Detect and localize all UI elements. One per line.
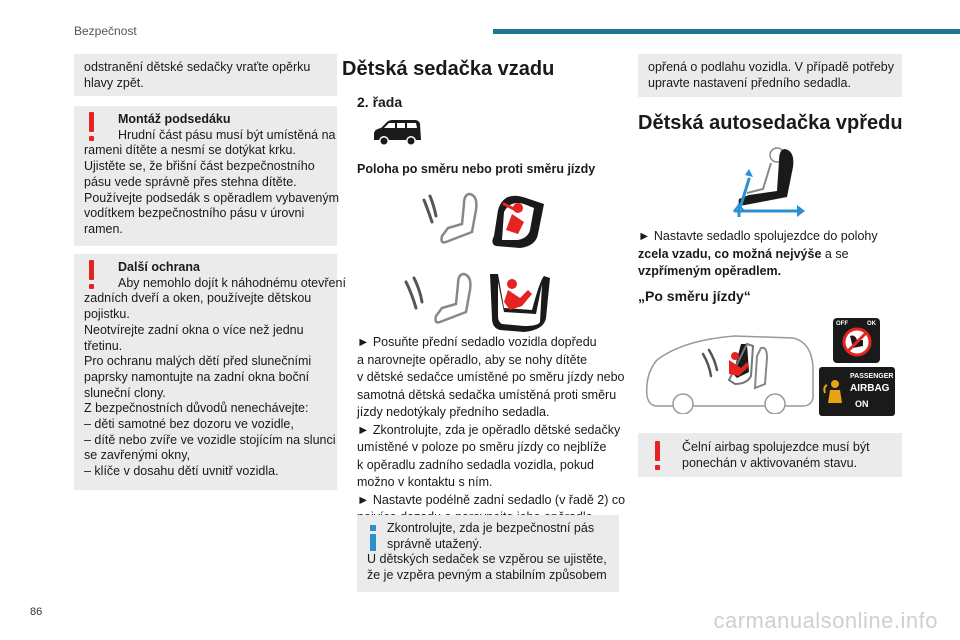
text-line: Používejte podsedák s opěradlem vybaveným <box>84 190 340 205</box>
info-box-belt <box>357 515 619 592</box>
rear-seat-instructions <box>357 334 625 527</box>
text-line: v dětské sedačce umístěné po směru jízdy nebo <box>357 370 625 384</box>
text-line: upravte nastavení předního sedadla. <box>648 75 851 90</box>
text-fragment: a se <box>821 246 849 261</box>
text-line: Zkontrolujte, zda je bezpečnostní pás <box>387 521 595 535</box>
header-accent-bar <box>493 29 960 34</box>
text-line: Aby nemohlo dojít k náhodnému otevření <box>118 275 346 290</box>
warning-box-booster <box>74 106 340 246</box>
page-number: 86 <box>30 606 43 618</box>
warning-icon <box>655 441 660 461</box>
forward-facing-seat-illustration <box>400 268 560 338</box>
text-line: ponechán v aktivovaném stavu. <box>682 455 858 470</box>
text-line: hlavy zpět. <box>84 75 144 90</box>
airbag-label-line: PASSENGER <box>850 373 894 380</box>
airbag-off-badge: OFF <box>836 321 848 327</box>
text-line: paprsky namontujte na zadní okna boční <box>84 369 310 384</box>
warning-icon <box>89 112 94 132</box>
airbag-icon <box>823 377 847 405</box>
note-box-headrest <box>74 54 337 96</box>
running-head: Bezpečnost <box>74 24 137 38</box>
note-box-support-leg <box>638 54 902 97</box>
airbag-label-line: AIRBAG <box>850 383 890 394</box>
text-line: se zavřenými okny, <box>84 448 191 463</box>
text-line: – dítě nebo zvíře ve vozidle stojícím na slunci <box>84 432 336 447</box>
text-line: pásu vede správně přes stehna dítěte. <box>84 174 297 189</box>
text-line: Z bezpečnostních důvodů nenechávejte: <box>84 401 309 416</box>
position-heading: Poloha po směru nebo proti směru jízdy <box>357 162 596 176</box>
watermark: carmanualsonline.info <box>713 608 938 633</box>
passenger-airbag-on-indicator <box>819 367 895 416</box>
text-line: Ujistěte se, že břišní část bezpečnostního <box>84 159 315 174</box>
text-line: možno v kontaktu s ním. <box>357 475 493 489</box>
info-icon <box>370 534 376 551</box>
warning-icon <box>89 260 94 280</box>
text-line: – klíče v dosahu dětí uvnitř vozidla. <box>84 464 279 479</box>
text-line: umístěné v poloze po směru jízdy co nejblíže <box>357 440 607 454</box>
airbag-status: ON <box>855 399 869 409</box>
text-line: Pro ochranu malých dětí před slunečními <box>84 354 312 369</box>
front-seat-adjust-illustration <box>705 145 805 217</box>
rear-facing-seat-illustration <box>400 190 560 258</box>
text-line: ► Posuňte přední sedadlo vozidla dopředu <box>357 335 597 349</box>
text-line: samotná dětská sedačka umístěná proti směru <box>357 387 617 402</box>
text-line: jízdy nedotýkaly předního sedadla. <box>357 405 550 419</box>
text-line: Hrudní část pásu musí být umístěná na <box>118 127 336 142</box>
bold-text: vzpřímeným opěradlem. <box>638 264 782 278</box>
text-line: k opěradlu zadního sedadla vozidla, pokud <box>357 457 594 472</box>
no-rear-facing-seat-icon <box>841 326 873 358</box>
subtitle-second-row: 2. řada <box>357 94 403 110</box>
airbag-warning-label <box>833 318 880 363</box>
section-title-front-seat: Dětská autosedačka vpředu <box>638 112 903 134</box>
text-line: ramen. <box>84 221 123 236</box>
text-line: vodítkem bezpečnostního pásu v úrovni <box>84 206 305 221</box>
text-line: správně utažený. <box>387 536 483 551</box>
text-line: zadních dveří a oken, používejte dětskou <box>84 291 312 306</box>
text-line: odstranění dětské sedačky vraťte opěrku <box>84 60 311 74</box>
subtitle-forward-facing: „Po směru jízdy“ <box>638 288 751 304</box>
warning-title: Montáž podsedáku <box>118 112 231 126</box>
text-line: U dětských sedaček se vzpěrou se ujistěte, <box>367 552 607 567</box>
text-line: Neotvírejte zadní okna o více než jednu <box>84 322 304 337</box>
car-interior-forward-seat-illustration <box>643 326 815 414</box>
car-icon <box>371 118 423 148</box>
text-line: opřená o podlahu vozidla. V případě potřeby <box>648 60 895 74</box>
front-seat-instruction <box>638 228 878 281</box>
text-line: a narovnejte opěradlo, aby se nohy dítěte <box>357 352 588 367</box>
text-line <box>638 246 878 264</box>
text-line: ► Nastavte sedadlo spolujezdce do polohy <box>638 229 878 243</box>
text-line: Čelní airbag spolujezdce musí být <box>682 440 870 454</box>
text-line: rameni dítěte a nesmí se dotýkat krku. <box>84 143 296 158</box>
text-line: pojistku. <box>84 307 130 322</box>
warning-box-airbag <box>638 433 902 477</box>
bold-text: zcela vzadu, co možná nejvýše <box>638 246 822 261</box>
text-line: ► Nastavte podélně zadní sedadlo (v řadě 2) co <box>357 492 626 507</box>
text-line: že je vzpěra pevným a stabilním způsobem <box>367 568 607 583</box>
text-line: – děti samotné bez dozoru ve vozidle, <box>84 417 294 432</box>
text-line: třetinu. <box>84 338 123 353</box>
warning-box-protection <box>74 254 346 490</box>
section-title-rear-seat: Dětská sedačka vzadu <box>342 58 555 80</box>
text-line: sluneční clony. <box>84 385 166 400</box>
text-line: ► Zkontrolujte, zda je opěradlo dětské sedačky <box>357 422 621 437</box>
warning-title: Další ochrana <box>118 260 200 274</box>
airbag-ok-badge: OK <box>867 321 876 327</box>
